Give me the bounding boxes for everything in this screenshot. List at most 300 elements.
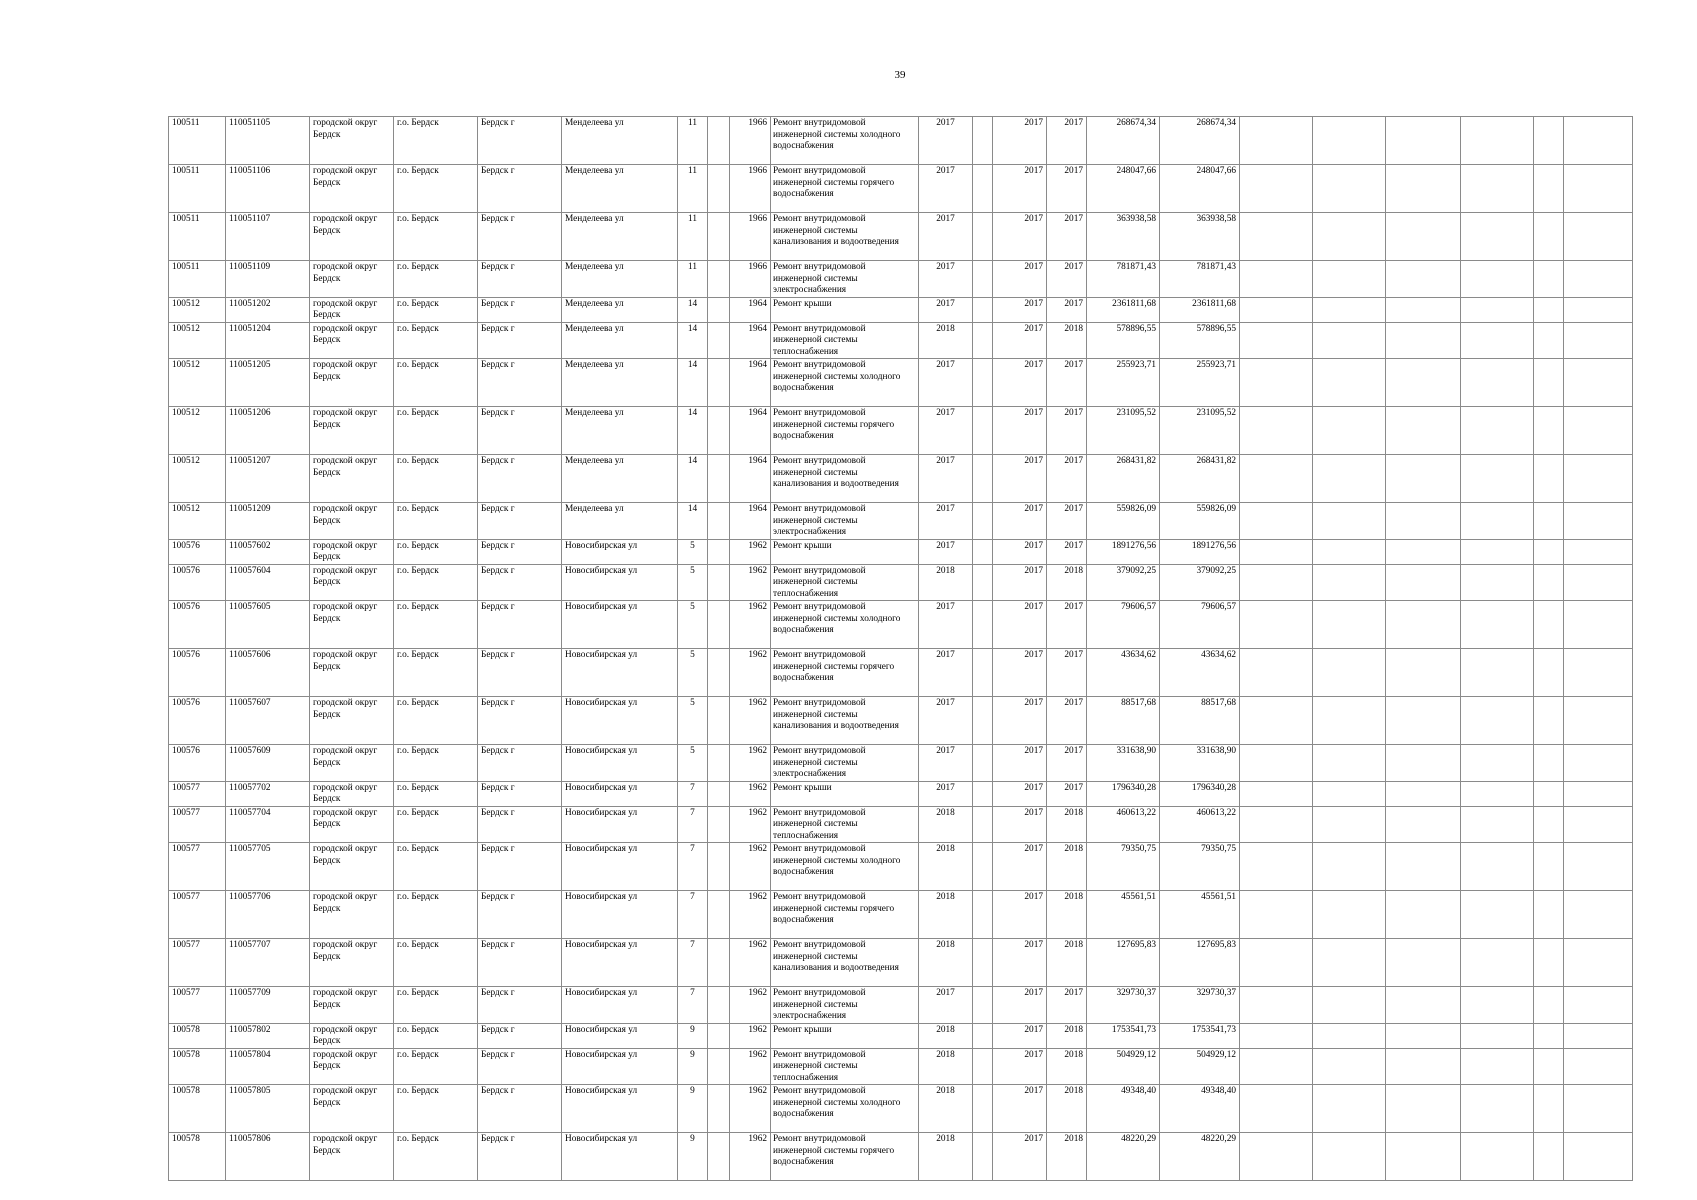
cell-street: Менделеева ул <box>562 213 678 261</box>
cell-house-number: 14 <box>678 503 708 540</box>
cell-end-year: 2017 <box>1047 213 1087 261</box>
cell-building <box>708 745 730 782</box>
cell-cost-total: 79350,75 <box>1087 843 1160 891</box>
cell-house-number: 5 <box>678 601 708 649</box>
cell-empty <box>1313 649 1386 697</box>
cell-blank-col <box>973 322 993 359</box>
cell-locality: Бердск г <box>478 1133 562 1181</box>
cell-empty <box>1313 455 1386 503</box>
cell-street: Новосибирская ул <box>562 1133 678 1181</box>
cell-start-year: 2017 <box>993 745 1047 782</box>
cell-cost-total: 231095,52 <box>1087 407 1160 455</box>
cell-locality: Бердск г <box>478 165 562 213</box>
cell-start-year: 2017 <box>993 987 1047 1024</box>
cell-cost-fund: 268674,34 <box>1160 117 1240 165</box>
cell-year-built: 1962 <box>730 1048 771 1085</box>
cell-empty <box>1534 165 1564 213</box>
cell-work-type: Ремонт внутридомовой инженерной системы электроснабжения <box>771 745 919 782</box>
cell-house-number: 7 <box>678 891 708 939</box>
cell-empty <box>1461 601 1534 649</box>
cell-empty <box>1386 359 1461 407</box>
cell-end-year: 2018 <box>1047 843 1087 891</box>
cell-house-number: 7 <box>678 781 708 806</box>
cell-ou-code: 100578 <box>169 1023 226 1048</box>
cell-empty <box>1461 843 1534 891</box>
cell-municipal-district: городской округ Бердск <box>310 697 394 745</box>
cell-end-year: 2017 <box>1047 455 1087 503</box>
cell-cost-total: 578896,55 <box>1087 322 1160 359</box>
table-row <box>169 539 1633 564</box>
cell-object-code: 110057605 <box>226 601 310 649</box>
cell-empty <box>1534 891 1564 939</box>
cell-plan-year: 2017 <box>919 987 973 1024</box>
cell-object-code: 110051109 <box>226 261 310 298</box>
cell-year-built: 1964 <box>730 455 771 503</box>
table-row <box>169 261 1633 298</box>
cell-street: Новосибирская ул <box>562 564 678 601</box>
cell-object-code: 110057606 <box>226 649 310 697</box>
cell-year-built: 1966 <box>730 261 771 298</box>
cell-start-year: 2017 <box>993 601 1047 649</box>
capital-repair-register-table <box>168 116 1633 1181</box>
cell-cost-total: 268431,82 <box>1087 455 1160 503</box>
cell-street: Новосибирская ул <box>562 1048 678 1085</box>
cell-building <box>708 117 730 165</box>
cell-empty <box>1386 261 1461 298</box>
cell-work-type: Ремонт внутридомовой инженерной системы горячего водоснабжения <box>771 165 919 213</box>
cell-ou-code: 100576 <box>169 601 226 649</box>
table-row <box>169 697 1633 745</box>
cell-street: Менделеева ул <box>562 117 678 165</box>
cell-blank-col <box>973 117 993 165</box>
cell-empty <box>1386 117 1461 165</box>
cell-settlement: г.о. Бердск <box>394 806 478 843</box>
cell-ou-code: 100512 <box>169 359 226 407</box>
cell-start-year: 2017 <box>993 297 1047 322</box>
cell-cost-fund: 331638,90 <box>1160 745 1240 782</box>
cell-building <box>708 601 730 649</box>
cell-municipal-district: городской округ Бердск <box>310 781 394 806</box>
cell-ou-code: 100511 <box>169 165 226 213</box>
cell-cost-total: 268674,34 <box>1087 117 1160 165</box>
cell-cost-fund: 363938,58 <box>1160 213 1240 261</box>
cell-empty <box>1386 539 1461 564</box>
cell-cost-total: 255923,71 <box>1087 359 1160 407</box>
cell-empty <box>1386 407 1461 455</box>
cell-cost-total: 379092,25 <box>1087 564 1160 601</box>
cell-municipal-district: городской округ Бердск <box>310 359 394 407</box>
cell-ou-code: 100512 <box>169 455 226 503</box>
cell-year-built: 1964 <box>730 503 771 540</box>
cell-street: Менделеева ул <box>562 261 678 298</box>
cell-empty <box>1386 806 1461 843</box>
cell-plan-year: 2017 <box>919 213 973 261</box>
cell-object-code: 110057704 <box>226 806 310 843</box>
cell-house-number: 11 <box>678 165 708 213</box>
cell-empty <box>1313 213 1386 261</box>
cell-empty <box>1534 407 1564 455</box>
cell-empty <box>1240 1085 1313 1133</box>
cell-empty <box>1386 781 1461 806</box>
cell-object-code: 110057707 <box>226 939 310 987</box>
cell-building <box>708 213 730 261</box>
cell-empty <box>1240 1023 1313 1048</box>
cell-year-built: 1966 <box>730 165 771 213</box>
cell-building <box>708 539 730 564</box>
cell-empty <box>1564 781 1633 806</box>
cell-cost-fund: 559826,09 <box>1160 503 1240 540</box>
cell-locality: Бердск г <box>478 1085 562 1133</box>
cell-locality: Бердск г <box>478 322 562 359</box>
cell-object-code: 110051205 <box>226 359 310 407</box>
cell-cost-fund: 781871,43 <box>1160 261 1240 298</box>
cell-work-type: Ремонт внутридомовой инженерной системы канализования и водоотведения <box>771 939 919 987</box>
cell-empty <box>1534 322 1564 359</box>
cell-ou-code: 100577 <box>169 891 226 939</box>
cell-object-code: 110057709 <box>226 987 310 1024</box>
cell-locality: Бердск г <box>478 1023 562 1048</box>
cell-work-type: Ремонт внутридомовой инженерной системы канализования и водоотведения <box>771 455 919 503</box>
cell-ou-code: 100578 <box>169 1048 226 1085</box>
cell-cost-fund: 88517,68 <box>1160 697 1240 745</box>
cell-end-year: 2017 <box>1047 117 1087 165</box>
cell-empty <box>1240 261 1313 298</box>
cell-empty <box>1564 539 1633 564</box>
cell-empty <box>1240 564 1313 601</box>
cell-work-type: Ремонт внутридомовой инженерной системы теплоснабжения <box>771 322 919 359</box>
cell-ou-code: 100512 <box>169 322 226 359</box>
cell-settlement: г.о. Бердск <box>394 1085 478 1133</box>
cell-empty <box>1534 939 1564 987</box>
cell-empty <box>1564 213 1633 261</box>
cell-empty <box>1534 1048 1564 1085</box>
cell-cost-total: 79606,57 <box>1087 601 1160 649</box>
cell-empty <box>1313 564 1386 601</box>
cell-plan-year: 2018 <box>919 1023 973 1048</box>
cell-building <box>708 564 730 601</box>
cell-end-year: 2017 <box>1047 649 1087 697</box>
cell-empty <box>1386 297 1461 322</box>
cell-empty <box>1564 1133 1633 1181</box>
cell-empty <box>1386 455 1461 503</box>
cell-locality: Бердск г <box>478 213 562 261</box>
cell-empty <box>1564 455 1633 503</box>
cell-end-year: 2017 <box>1047 407 1087 455</box>
table-row <box>169 165 1633 213</box>
cell-empty <box>1564 649 1633 697</box>
cell-settlement: г.о. Бердск <box>394 745 478 782</box>
cell-empty <box>1386 165 1461 213</box>
cell-cost-fund: 45561,51 <box>1160 891 1240 939</box>
cell-empty <box>1461 539 1534 564</box>
cell-empty <box>1313 1048 1386 1085</box>
cell-settlement: г.о. Бердск <box>394 843 478 891</box>
cell-empty <box>1564 806 1633 843</box>
cell-year-built: 1962 <box>730 1023 771 1048</box>
cell-plan-year: 2017 <box>919 359 973 407</box>
table-row <box>169 297 1633 322</box>
cell-empty <box>1386 503 1461 540</box>
cell-empty <box>1386 745 1461 782</box>
cell-cost-fund: 504929,12 <box>1160 1048 1240 1085</box>
cell-start-year: 2017 <box>993 806 1047 843</box>
cell-plan-year: 2017 <box>919 503 973 540</box>
cell-empty <box>1564 564 1633 601</box>
cell-ou-code: 100511 <box>169 213 226 261</box>
cell-empty <box>1534 117 1564 165</box>
cell-cost-total: 88517,68 <box>1087 697 1160 745</box>
cell-cost-fund: 460613,22 <box>1160 806 1240 843</box>
cell-empty <box>1461 213 1534 261</box>
cell-cost-total: 559826,09 <box>1087 503 1160 540</box>
cell-year-built: 1962 <box>730 939 771 987</box>
cell-end-year: 2017 <box>1047 261 1087 298</box>
cell-empty <box>1240 843 1313 891</box>
cell-empty <box>1240 503 1313 540</box>
cell-empty <box>1461 165 1534 213</box>
cell-street: Менделеева ул <box>562 297 678 322</box>
cell-empty <box>1313 503 1386 540</box>
cell-blank-col <box>973 1085 993 1133</box>
cell-end-year: 2017 <box>1047 781 1087 806</box>
cell-locality: Бердск г <box>478 564 562 601</box>
cell-empty <box>1534 781 1564 806</box>
cell-ou-code: 100578 <box>169 1085 226 1133</box>
cell-ou-code: 100576 <box>169 564 226 601</box>
cell-work-type: Ремонт внутридомовой инженерной системы канализования и водоотведения <box>771 213 919 261</box>
cell-empty <box>1313 939 1386 987</box>
cell-work-type: Ремонт внутридомовой инженерной системы горячего водоснабжения <box>771 407 919 455</box>
cell-empty <box>1564 503 1633 540</box>
cell-empty <box>1313 697 1386 745</box>
cell-cost-fund: 1891276,56 <box>1160 539 1240 564</box>
cell-locality: Бердск г <box>478 503 562 540</box>
cell-object-code: 110051202 <box>226 297 310 322</box>
cell-end-year: 2018 <box>1047 1048 1087 1085</box>
cell-blank-col <box>973 359 993 407</box>
cell-empty <box>1461 359 1534 407</box>
cell-end-year: 2018 <box>1047 1023 1087 1048</box>
cell-year-built: 1962 <box>730 564 771 601</box>
cell-building <box>708 503 730 540</box>
cell-settlement: г.о. Бердск <box>394 359 478 407</box>
cell-ou-code: 100578 <box>169 1133 226 1181</box>
cell-house-number: 9 <box>678 1085 708 1133</box>
cell-municipal-district: городской округ Бердск <box>310 745 394 782</box>
cell-ou-code: 100576 <box>169 649 226 697</box>
cell-empty <box>1461 891 1534 939</box>
cell-settlement: г.о. Бердск <box>394 697 478 745</box>
cell-plan-year: 2017 <box>919 297 973 322</box>
cell-street: Новосибирская ул <box>562 987 678 1024</box>
cell-house-number: 11 <box>678 117 708 165</box>
cell-object-code: 110051206 <box>226 407 310 455</box>
cell-object-code: 110057604 <box>226 564 310 601</box>
cell-start-year: 2017 <box>993 1085 1047 1133</box>
cell-empty <box>1386 601 1461 649</box>
cell-empty <box>1313 843 1386 891</box>
cell-object-code: 110057609 <box>226 745 310 782</box>
cell-empty <box>1534 806 1564 843</box>
cell-year-built: 1966 <box>730 117 771 165</box>
cell-object-code: 110051209 <box>226 503 310 540</box>
cell-street: Новосибирская ул <box>562 843 678 891</box>
cell-empty <box>1564 407 1633 455</box>
cell-ou-code: 100511 <box>169 261 226 298</box>
cell-street: Новосибирская ул <box>562 1085 678 1133</box>
cell-empty <box>1240 891 1313 939</box>
cell-empty <box>1386 1023 1461 1048</box>
cell-building <box>708 649 730 697</box>
cell-house-number: 11 <box>678 213 708 261</box>
cell-settlement: г.о. Бердск <box>394 649 478 697</box>
cell-street: Новосибирская ул <box>562 1023 678 1048</box>
cell-cost-fund: 2361811,68 <box>1160 297 1240 322</box>
cell-start-year: 2017 <box>993 322 1047 359</box>
cell-start-year: 2017 <box>993 781 1047 806</box>
cell-locality: Бердск г <box>478 745 562 782</box>
cell-settlement: г.о. Бердск <box>394 781 478 806</box>
cell-cost-total: 45561,51 <box>1087 891 1160 939</box>
cell-locality: Бердск г <box>478 261 562 298</box>
cell-municipal-district: городской округ Бердск <box>310 987 394 1024</box>
cell-object-code: 110057602 <box>226 539 310 564</box>
cell-work-type: Ремонт внутридомовой инженерной системы холодного водоснабжения <box>771 843 919 891</box>
cell-cost-fund: 1796340,28 <box>1160 781 1240 806</box>
cell-empty <box>1240 697 1313 745</box>
cell-house-number: 14 <box>678 297 708 322</box>
cell-start-year: 2017 <box>993 939 1047 987</box>
cell-blank-col <box>973 539 993 564</box>
cell-empty <box>1240 781 1313 806</box>
cell-settlement: г.о. Бердск <box>394 564 478 601</box>
cell-cost-total: 460613,22 <box>1087 806 1160 843</box>
cell-blank-col <box>973 745 993 782</box>
cell-plan-year: 2018 <box>919 1085 973 1133</box>
cell-blank-col <box>973 987 993 1024</box>
table-row <box>169 564 1633 601</box>
cell-empty <box>1240 117 1313 165</box>
cell-municipal-district: городской округ Бердск <box>310 891 394 939</box>
cell-plan-year: 2018 <box>919 939 973 987</box>
cell-empty <box>1534 297 1564 322</box>
cell-empty <box>1564 1048 1633 1085</box>
cell-empty <box>1564 1085 1633 1133</box>
cell-end-year: 2018 <box>1047 1133 1087 1181</box>
cell-year-built: 1964 <box>730 322 771 359</box>
cell-ou-code: 100512 <box>169 407 226 455</box>
cell-cost-total: 363938,58 <box>1087 213 1160 261</box>
cell-street: Новосибирская ул <box>562 697 678 745</box>
cell-object-code: 110051207 <box>226 455 310 503</box>
cell-blank-col <box>973 1023 993 1048</box>
cell-work-type: Ремонт внутридомовой инженерной системы холодного водоснабжения <box>771 1085 919 1133</box>
cell-building <box>708 1133 730 1181</box>
cell-municipal-district: городской округ Бердск <box>310 564 394 601</box>
cell-blank-col <box>973 781 993 806</box>
cell-end-year: 2017 <box>1047 359 1087 407</box>
cell-year-built: 1962 <box>730 891 771 939</box>
cell-empty <box>1240 359 1313 407</box>
cell-building <box>708 939 730 987</box>
cell-end-year: 2018 <box>1047 806 1087 843</box>
cell-empty <box>1386 939 1461 987</box>
cell-house-number: 7 <box>678 843 708 891</box>
cell-building <box>708 987 730 1024</box>
cell-empty <box>1313 322 1386 359</box>
cell-end-year: 2017 <box>1047 987 1087 1024</box>
cell-street: Менделеева ул <box>562 455 678 503</box>
cell-empty <box>1386 322 1461 359</box>
cell-work-type: Ремонт крыши <box>771 781 919 806</box>
cell-building <box>708 297 730 322</box>
table-row <box>169 1085 1633 1133</box>
cell-end-year: 2018 <box>1047 1085 1087 1133</box>
cell-house-number: 7 <box>678 806 708 843</box>
cell-house-number: 9 <box>678 1133 708 1181</box>
cell-start-year: 2017 <box>993 165 1047 213</box>
cell-municipal-district: городской округ Бердск <box>310 261 394 298</box>
cell-empty <box>1461 261 1534 298</box>
cell-cost-fund: 255923,71 <box>1160 359 1240 407</box>
cell-object-code: 110057702 <box>226 781 310 806</box>
cell-work-type: Ремонт крыши <box>771 539 919 564</box>
cell-start-year: 2017 <box>993 117 1047 165</box>
cell-empty <box>1461 745 1534 782</box>
cell-house-number: 5 <box>678 539 708 564</box>
cell-municipal-district: городской округ Бердск <box>310 297 394 322</box>
cell-settlement: г.о. Бердск <box>394 503 478 540</box>
cell-object-code: 110057806 <box>226 1133 310 1181</box>
cell-street: Новосибирская ул <box>562 939 678 987</box>
cell-year-built: 1962 <box>730 1085 771 1133</box>
cell-house-number: 14 <box>678 407 708 455</box>
cell-empty <box>1313 891 1386 939</box>
cell-locality: Бердск г <box>478 117 562 165</box>
cell-blank-col <box>973 165 993 213</box>
cell-object-code: 110057804 <box>226 1048 310 1085</box>
cell-blank-col <box>973 843 993 891</box>
cell-empty <box>1461 939 1534 987</box>
cell-municipal-district: городской округ Бердск <box>310 1023 394 1048</box>
cell-settlement: г.о. Бердск <box>394 939 478 987</box>
cell-cost-total: 2361811,68 <box>1087 297 1160 322</box>
cell-empty <box>1240 322 1313 359</box>
cell-blank-col <box>973 407 993 455</box>
cell-street: Новосибирская ул <box>562 745 678 782</box>
cell-settlement: г.о. Бердск <box>394 1023 478 1048</box>
cell-work-type: Ремонт внутридомовой инженерной системы канализования и водоотведения <box>771 697 919 745</box>
cell-blank-col <box>973 213 993 261</box>
cell-blank-col <box>973 601 993 649</box>
cell-building <box>708 261 730 298</box>
table-row <box>169 213 1633 261</box>
cell-municipal-district: городской округ Бердск <box>310 165 394 213</box>
cell-cost-fund: 329730,37 <box>1160 987 1240 1024</box>
cell-plan-year: 2017 <box>919 261 973 298</box>
cell-blank-col <box>973 564 993 601</box>
cell-empty <box>1461 1085 1534 1133</box>
cell-empty <box>1313 781 1386 806</box>
cell-empty <box>1313 539 1386 564</box>
cell-street: Новосибирская ул <box>562 806 678 843</box>
cell-plan-year: 2017 <box>919 697 973 745</box>
cell-empty <box>1564 165 1633 213</box>
cell-end-year: 2018 <box>1047 939 1087 987</box>
cell-empty <box>1534 455 1564 503</box>
cell-municipal-district: городской округ Бердск <box>310 806 394 843</box>
cell-work-type: Ремонт внутридомовой инженерной системы теплоснабжения <box>771 806 919 843</box>
